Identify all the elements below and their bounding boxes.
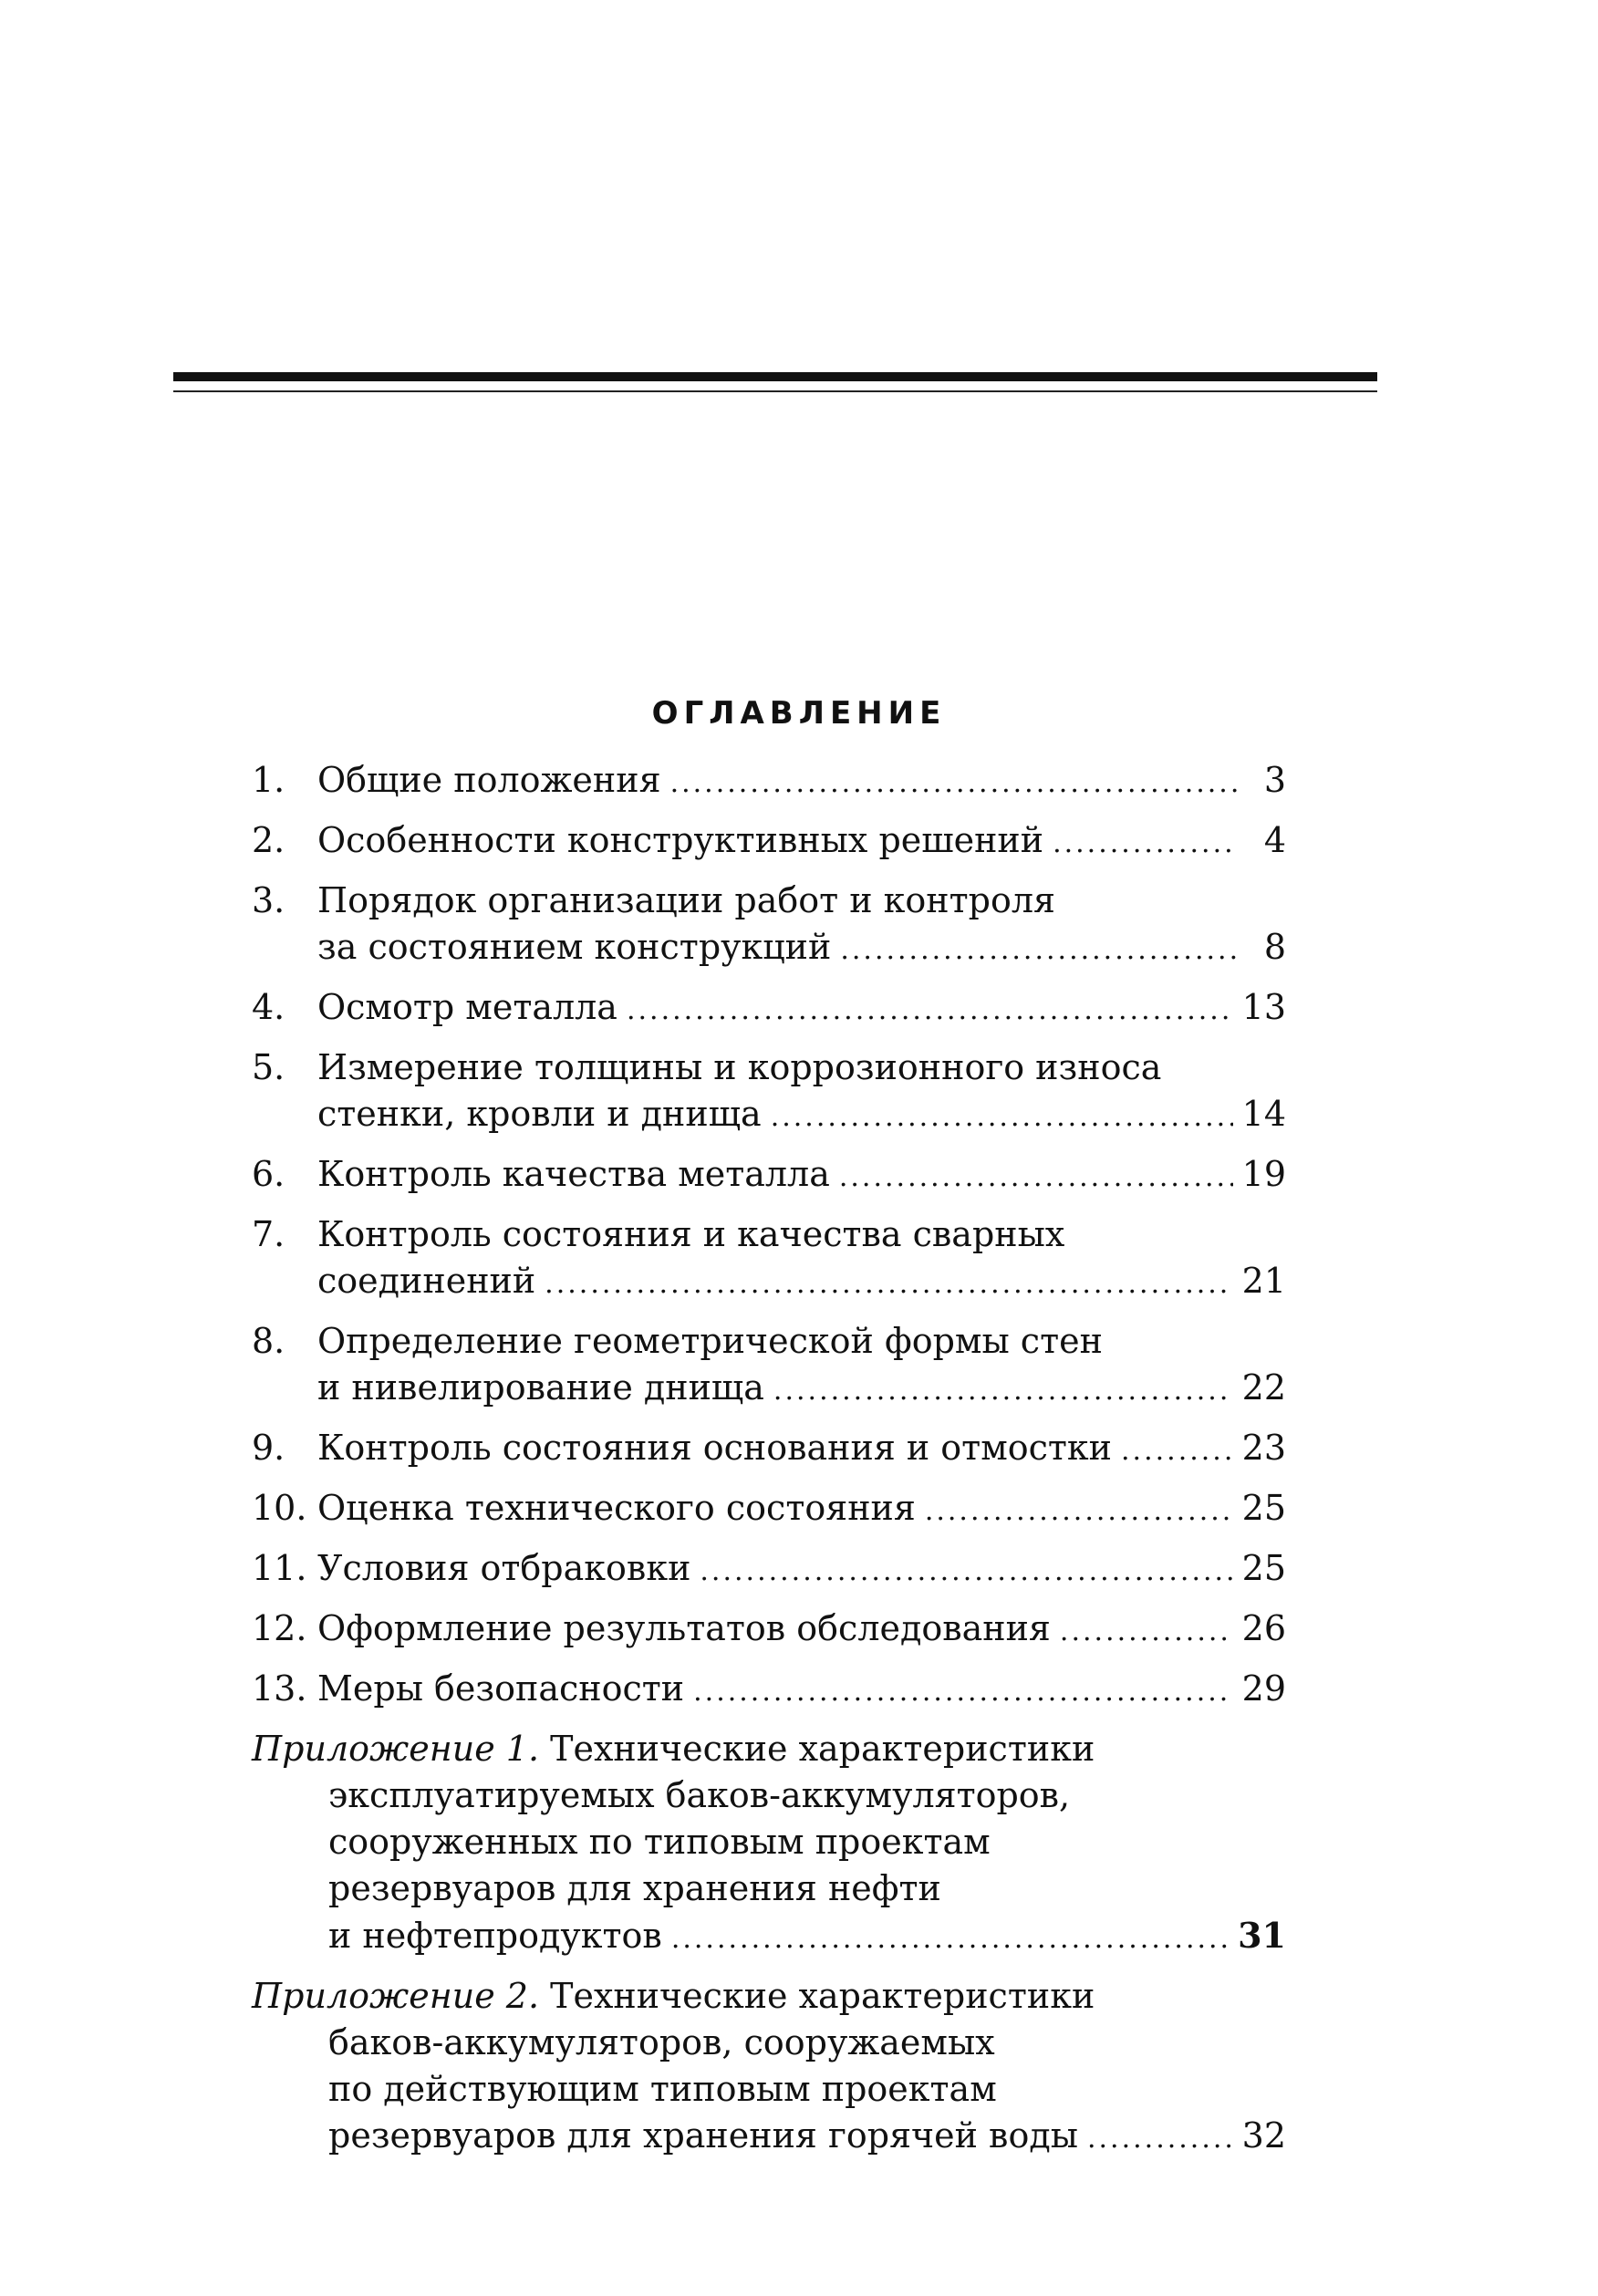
leader-dots xyxy=(700,1548,1232,1595)
toc-entry-text: соединений xyxy=(317,1261,536,1301)
toc-entry[interactable] xyxy=(252,1044,1286,1140)
header-rule-thick xyxy=(173,372,1377,381)
toc-entry-page: 23 xyxy=(1241,1428,1286,1468)
appendix-text: баков-аккумуляторов, сооружаемых xyxy=(328,2022,995,2062)
toc-entry[interactable] xyxy=(252,1545,1286,1595)
leader-dots xyxy=(627,987,1233,1034)
toc-entry-page: 3 xyxy=(1263,760,1286,800)
toc-entry-number: 1. xyxy=(252,760,285,800)
appendix-label: Приложение 1. xyxy=(252,1729,540,1769)
toc-entry-number: 12. xyxy=(252,1608,307,1648)
appendix-label: Приложение 2. xyxy=(252,1976,540,2016)
toc-entry-page: 13 xyxy=(1241,987,1286,1027)
appendix-text: резервуаров для хранения нефти xyxy=(328,1868,941,1908)
toc-entry-number: 5. xyxy=(252,1047,285,1087)
leader-dots xyxy=(671,1916,1229,1962)
toc-entry-number: 6. xyxy=(252,1154,285,1194)
leader-dots xyxy=(839,1154,1233,1200)
leader-dots xyxy=(840,927,1237,973)
appendix-title: Технические характеристики xyxy=(550,1976,1095,2016)
toc-entry-page: 14 xyxy=(1241,1094,1286,1134)
appendix-text: резервуаров для хранения горячей воды xyxy=(328,2115,1078,2156)
toc-entry[interactable] xyxy=(252,1605,1286,1655)
toc-entry-text: Условия отбраковки xyxy=(317,1548,691,1588)
toc-entry-text: за состоянием конструкций xyxy=(317,927,832,967)
toc-entry-number: 8. xyxy=(252,1321,285,1361)
leader-dots xyxy=(771,1094,1233,1140)
toc-appendix[interactable] xyxy=(252,1726,1286,1962)
toc-entry-text: Особенности конструктивных решений xyxy=(317,820,1044,860)
toc-entry-number: 2. xyxy=(252,820,285,860)
toc-entry-text: Общие положения xyxy=(317,760,661,800)
toc-entry-text: Определение геометрической формы стен xyxy=(317,1321,1103,1361)
toc-entry[interactable] xyxy=(252,817,1286,867)
toc-entry[interactable] xyxy=(252,1211,1286,1307)
toc-entry[interactable] xyxy=(252,1666,1286,1715)
leader-dots xyxy=(670,760,1237,806)
toc-entry-text: Осмотр металла xyxy=(317,987,617,1027)
toc-entry-text: Оценка технического состояния xyxy=(317,1488,916,1528)
leader-dots xyxy=(925,1488,1233,1534)
toc-entry[interactable] xyxy=(252,1485,1286,1534)
toc-entry[interactable] xyxy=(252,984,1286,1034)
leader-dots xyxy=(545,1261,1232,1307)
toc-entry-page: 26 xyxy=(1241,1608,1286,1648)
toc-appendix[interactable] xyxy=(252,1973,1286,2162)
toc-entry-page: 21 xyxy=(1241,1261,1286,1301)
toc-title: ОГЛАВЛЕНИЕ xyxy=(651,695,947,732)
toc-entry[interactable] xyxy=(252,757,1286,806)
header-rule-thin xyxy=(173,390,1377,392)
appendix-title: Технические характеристики xyxy=(550,1729,1095,1769)
toc-entry-number: 7. xyxy=(252,1214,285,1254)
appendix-page: 32 xyxy=(1241,2115,1286,2156)
appendix-text: эксплуатируемых баков-аккумуляторов, xyxy=(328,1775,1071,1815)
leader-dots xyxy=(773,1367,1233,1414)
toc-entry-text: Меры безопасности xyxy=(317,1668,685,1709)
toc-entry-number: 9. xyxy=(252,1428,285,1468)
toc-entry[interactable] xyxy=(252,1425,1286,1474)
toc-entry-text: и нивелирование днища xyxy=(317,1367,764,1408)
toc-entry[interactable] xyxy=(252,1318,1286,1414)
leader-dots xyxy=(1053,820,1237,867)
toc-entry-page: 19 xyxy=(1241,1154,1286,1194)
toc-entry[interactable] xyxy=(252,878,1286,973)
toc-entry-page: 29 xyxy=(1241,1668,1286,1709)
toc-entry-page: 22 xyxy=(1241,1367,1286,1408)
toc-entry-text: Измерение толщины и коррозионного износа xyxy=(317,1047,1162,1087)
appendix-page: 31 xyxy=(1238,1915,1286,1956)
toc-entry-page: 25 xyxy=(1241,1488,1286,1528)
appendix-text: и нефтепродуктов xyxy=(328,1916,662,1956)
leader-dots xyxy=(1121,1428,1233,1474)
toc-entry-text: Порядок организации работ и контроля xyxy=(317,880,1055,920)
toc-entry-page: 8 xyxy=(1263,927,1286,967)
toc-entry-text: Оформление результатов обследования xyxy=(317,1608,1051,1648)
leader-dots xyxy=(1060,1608,1233,1655)
toc-entry-number: 10. xyxy=(252,1488,307,1528)
appendix-text: по действующим типовым проектам xyxy=(328,2069,997,2109)
toc-entry-text: Контроль состояния основания и отмостки xyxy=(317,1428,1113,1468)
toc-entry-number: 4. xyxy=(252,987,285,1027)
toc-entry-number: 3. xyxy=(252,880,285,920)
toc-entry-number: 13. xyxy=(252,1668,307,1709)
leader-dots xyxy=(693,1668,1233,1715)
toc-entry-text: стенки, кровли и днища xyxy=(317,1094,762,1134)
toc-entry-number: 11. xyxy=(252,1548,307,1588)
toc-entry[interactable] xyxy=(252,1151,1286,1200)
table-of-contents xyxy=(252,757,1286,2173)
toc-entry-page: 4 xyxy=(1263,820,1286,860)
toc-entry-text: Контроль качества металла xyxy=(317,1154,830,1194)
toc-entry-page: 25 xyxy=(1241,1548,1286,1588)
toc-entry-text: Контроль состояния и качества сварных xyxy=(317,1214,1065,1254)
appendix-text: сооруженных по типовым проектам xyxy=(328,1822,991,1862)
leader-dots xyxy=(1087,2115,1233,2162)
